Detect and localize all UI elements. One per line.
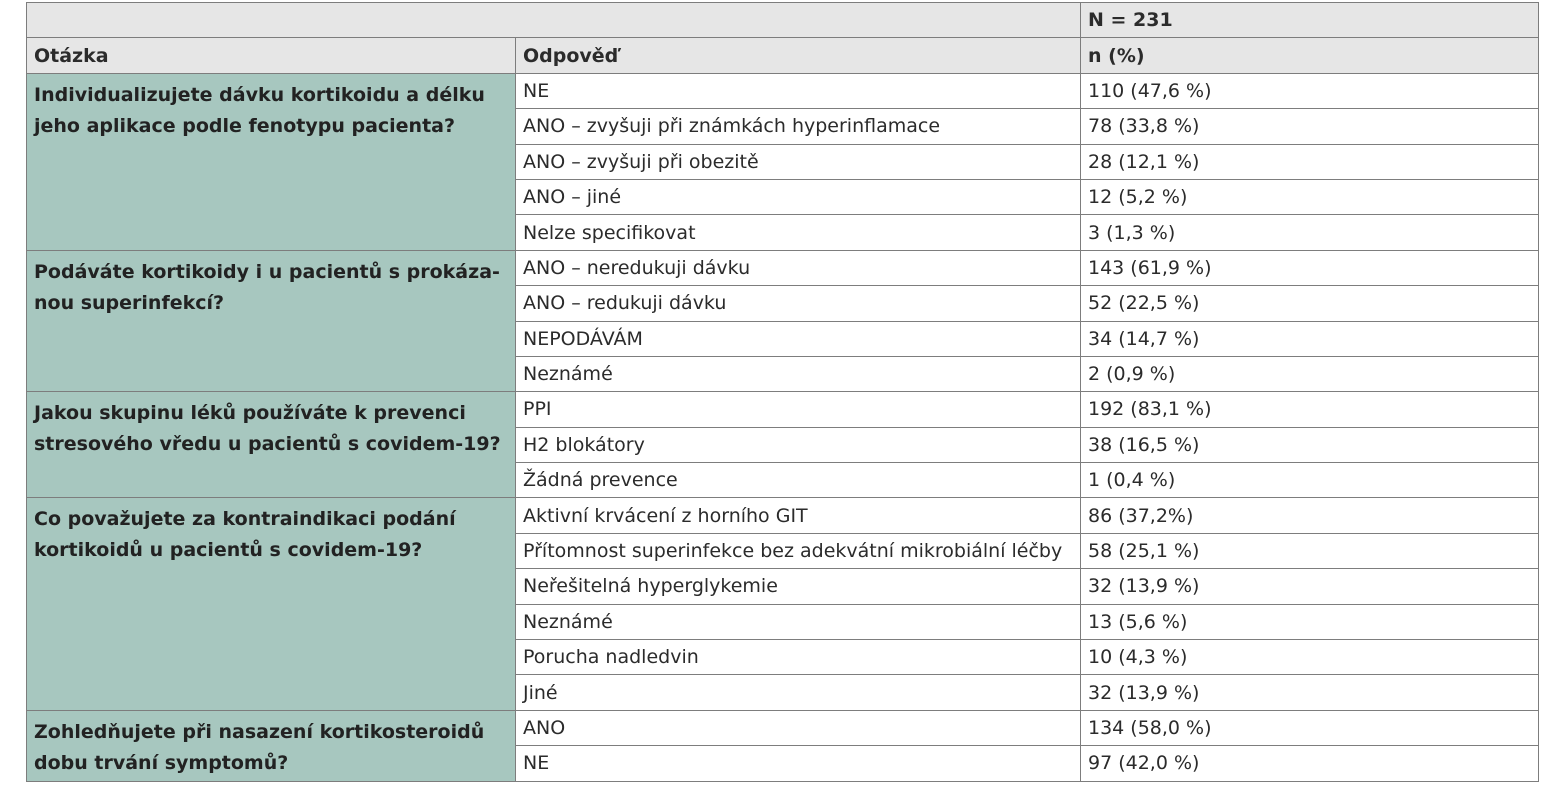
value-cell: 192 (83,1 %) (1081, 392, 1539, 427)
answer-cell: Nelze specifikovat (516, 215, 1081, 250)
answer-cell: Neznámé (516, 604, 1081, 639)
header-top-row (27, 3, 1539, 38)
value-cell: 78 (33,8 %) (1081, 109, 1539, 144)
table-row (27, 392, 1539, 427)
sample-size-label: N = 231 (1081, 3, 1539, 38)
table-row (27, 250, 1539, 285)
value-cell: 38 (16,5 %) (1081, 427, 1539, 462)
question-cell: Podáváte kortikoidy i u pacientů s prokáza-nou superinfekcí? (27, 250, 516, 392)
question-cell: Co považujete za kontraindikaci podání kortikoidů u pacientů s covidem-19? (27, 498, 516, 710)
value-cell: 134 (58,0 %) (1081, 710, 1539, 745)
answer-cell: Žádná prevence (516, 463, 1081, 498)
answer-cell: ANO – redukuji dávku (516, 286, 1081, 321)
answer-cell: ANO – jiné (516, 179, 1081, 214)
question-cell: Jakou skupinu léků používáte k prevenci stresového vředu u pacientů s covidem-19? (27, 392, 516, 498)
answer-cell: ANO – zvyšuji při obezitě (516, 144, 1081, 179)
answer-cell: Přítomnost superinfekce bez adekvátní mikrobiální léčby (516, 533, 1081, 568)
answer-cell: Jiné (516, 675, 1081, 710)
answer-cell: NE (516, 73, 1081, 108)
table-row (27, 73, 1539, 108)
answer-cell: Aktivní krvácení z horního GIT (516, 498, 1081, 533)
column-header-value: n (%) (1081, 38, 1539, 73)
column-header-question: Otázka (27, 38, 516, 73)
answer-cell: Neznámé (516, 356, 1081, 391)
header-empty-cell (27, 3, 1081, 38)
value-cell: 32 (13,9 %) (1081, 675, 1539, 710)
value-cell: 1 (0,4 %) (1081, 463, 1539, 498)
answer-cell: Neřešitelná hyperglykemie (516, 569, 1081, 604)
value-cell: 86 (37,2%) (1081, 498, 1539, 533)
answer-cell: NEPODÁVÁM (516, 321, 1081, 356)
answer-cell: ANO (516, 710, 1081, 745)
value-cell: 3 (1,3 %) (1081, 215, 1539, 250)
value-cell: 143 (61,9 %) (1081, 250, 1539, 285)
answer-cell: PPI (516, 392, 1081, 427)
value-cell: 110 (47,6 %) (1081, 73, 1539, 108)
value-cell: 34 (14,7 %) (1081, 321, 1539, 356)
value-cell: 10 (4,3 %) (1081, 640, 1539, 675)
value-cell: 97 (42,0 %) (1081, 746, 1539, 781)
table-header (27, 3, 1539, 74)
answer-cell: Porucha nadledvin (516, 640, 1081, 675)
answer-cell: NE (516, 746, 1081, 781)
value-cell: 2 (0,9 %) (1081, 356, 1539, 391)
table-body (27, 73, 1539, 781)
table-row (27, 498, 1539, 533)
value-cell: 58 (25,1 %) (1081, 533, 1539, 568)
answer-cell: H2 blokátory (516, 427, 1081, 462)
header-columns-row (27, 38, 1539, 73)
question-cell: Zohledňujete při nasazení kortikosteroidů dobu trvání symptomů? (27, 710, 516, 781)
value-cell: 28 (12,1 %) (1081, 144, 1539, 179)
question-cell: Individualizujete dávku kortikoidu a délku jeho aplikace podle fenotypu pacienta? (27, 73, 516, 250)
value-cell: 52 (22,5 %) (1081, 286, 1539, 321)
value-cell: 12 (5,2 %) (1081, 179, 1539, 214)
survey-table (26, 2, 1539, 782)
answer-cell: ANO – neredukuji dávku (516, 250, 1081, 285)
value-cell: 32 (13,9 %) (1081, 569, 1539, 604)
answer-cell: ANO – zvyšuji při známkách hyperinflamace (516, 109, 1081, 144)
table-row (27, 710, 1539, 745)
column-header-answer: Odpověď (516, 38, 1081, 73)
value-cell: 13 (5,6 %) (1081, 604, 1539, 639)
